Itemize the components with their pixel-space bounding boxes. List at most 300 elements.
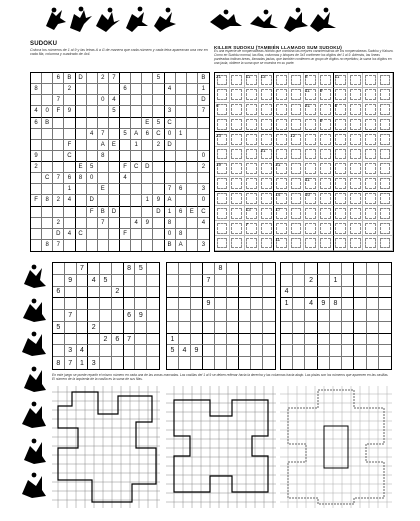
sudoku9-cell[interactable]: 6 — [112, 334, 124, 346]
sudoku9-cell[interactable] — [342, 298, 354, 310]
sudoku9-cell[interactable] — [305, 345, 317, 357]
sudoku16-cell[interactable] — [76, 195, 87, 206]
sudoku9-cell[interactable] — [53, 298, 65, 310]
sudoku9-cell[interactable] — [112, 322, 124, 334]
sudoku16-cell[interactable]: 2 — [198, 162, 209, 173]
sudoku9-cell[interactable]: 5 — [167, 345, 179, 357]
sudoku9-cell[interactable]: 6 — [53, 287, 65, 299]
sudoku16-cell[interactable] — [98, 173, 109, 184]
sudoku16-cell[interactable]: 3 — [198, 184, 209, 195]
sudoku16-cell[interactable]: 4 — [120, 173, 131, 184]
sudoku16-cell[interactable]: 2 — [31, 162, 42, 173]
sudoku9-cell[interactable] — [135, 275, 147, 287]
sudoku16-cell[interactable] — [53, 162, 64, 173]
sudoku9-cell[interactable] — [293, 263, 305, 275]
sudoku9-cell[interactable]: 5 — [53, 322, 65, 334]
killer-cell[interactable] — [334, 103, 349, 118]
sudoku9-cell[interactable] — [112, 263, 124, 275]
sudoku9-cell[interactable] — [227, 275, 239, 287]
sudoku16-cell[interactable]: 1 — [198, 84, 209, 95]
sudoku9-cell[interactable]: 4 — [179, 345, 191, 357]
sudoku9-cell[interactable]: 9 — [203, 298, 215, 310]
sudoku9-cell[interactable] — [379, 298, 391, 310]
sudoku16-cell[interactable]: 2 — [53, 218, 64, 229]
sudoku9-cell[interactable] — [263, 287, 275, 299]
sudoku16-cell[interactable] — [142, 84, 153, 95]
killer-cell[interactable] — [319, 177, 334, 192]
sudoku9-cell[interactable] — [124, 357, 136, 369]
sudoku16-cell[interactable] — [76, 207, 87, 218]
sudoku9-cell[interactable] — [367, 334, 379, 346]
sudoku9-cell[interactable] — [135, 298, 147, 310]
sudoku9-cell[interactable] — [379, 357, 391, 369]
sudoku9-cell[interactable] — [342, 322, 354, 334]
killer-cell[interactable] — [334, 221, 349, 236]
sudoku16-cell[interactable] — [87, 118, 98, 129]
sudoku16-cell[interactable]: E — [187, 207, 198, 218]
sudoku16-cell[interactable] — [176, 151, 187, 162]
sudoku16-cell[interactable] — [153, 173, 164, 184]
sudoku9-cell[interactable] — [124, 287, 136, 299]
sudoku16-cell[interactable]: A — [176, 240, 187, 251]
sudoku16-cell[interactable] — [98, 162, 109, 173]
killer-cell[interactable] — [274, 88, 289, 103]
sudoku16-cell[interactable]: 9 — [142, 218, 153, 229]
sudoku9-cell[interactable] — [203, 345, 215, 357]
sudoku16-cell[interactable] — [120, 151, 131, 162]
killer-cell[interactable] — [274, 103, 289, 118]
killer-cell[interactable] — [363, 73, 378, 88]
killer-cell[interactable] — [274, 147, 289, 162]
sudoku16-cell[interactable] — [187, 173, 198, 184]
sudoku9-cell[interactable] — [379, 345, 391, 357]
sudoku9-cell[interactable]: 2 — [88, 322, 100, 334]
sudoku9-cell[interactable] — [227, 287, 239, 299]
killer-cell[interactable] — [378, 147, 393, 162]
sudoku16-cell[interactable] — [187, 151, 198, 162]
sudoku9-cell[interactable] — [281, 322, 293, 334]
sudoku16-cell[interactable] — [198, 129, 209, 140]
sudoku16-cell[interactable] — [76, 84, 87, 95]
sudoku16-cell[interactable]: 0 — [98, 95, 109, 106]
sudoku9-cell[interactable] — [77, 287, 89, 299]
sudoku9-cell[interactable] — [147, 287, 159, 299]
sudoku16-cell[interactable] — [109, 84, 120, 95]
killer-cell[interactable] — [259, 88, 274, 103]
killer-cell[interactable] — [319, 236, 334, 251]
sudoku16-cell[interactable]: 5 — [87, 162, 98, 173]
sudoku9-cell[interactable] — [251, 334, 263, 346]
sudoku16-cell[interactable] — [120, 73, 131, 84]
sudoku9-cell[interactable] — [305, 287, 317, 299]
sudoku16-cell[interactable]: 1 — [131, 140, 142, 151]
sudoku9-cell[interactable] — [367, 287, 379, 299]
killer-cell[interactable] — [363, 117, 378, 132]
sudoku16-cell[interactable] — [120, 240, 131, 251]
sudoku16-cell[interactable] — [31, 229, 42, 240]
sudoku16-cell[interactable]: 6 — [64, 173, 75, 184]
killer-cell[interactable] — [230, 221, 245, 236]
sudoku9-cell[interactable]: 3 — [65, 345, 77, 357]
sudoku9-cell[interactable] — [65, 298, 77, 310]
sudoku9-cell[interactable] — [251, 263, 263, 275]
sudoku9-cell[interactable] — [318, 310, 330, 322]
sudoku16-cell[interactable]: E — [76, 162, 87, 173]
sudoku9-cell[interactable] — [191, 322, 203, 334]
sudoku16-cell[interactable]: 7 — [165, 184, 176, 195]
sudoku16-cell[interactable]: 2 — [98, 73, 109, 84]
sudoku16-cell[interactable]: 8 — [42, 195, 53, 206]
sudoku9-cell[interactable] — [305, 357, 317, 369]
sudoku16-cell[interactable]: 0 — [165, 129, 176, 140]
sudoku16-cell[interactable]: 5 — [153, 73, 164, 84]
sudoku9-cell[interactable] — [342, 275, 354, 287]
sudoku9-cell[interactable] — [263, 310, 275, 322]
sudoku9-cell[interactable] — [379, 287, 391, 299]
killer-cell[interactable] — [215, 177, 230, 192]
sudoku9-cell[interactable] — [239, 345, 251, 357]
sudoku9-cell[interactable] — [251, 310, 263, 322]
killer-cell[interactable] — [215, 236, 230, 251]
sudoku16-cell[interactable] — [31, 173, 42, 184]
killer-cell[interactable] — [334, 162, 349, 177]
sudoku16-cell[interactable]: C — [153, 129, 164, 140]
sudoku9-cell[interactable] — [263, 322, 275, 334]
sudoku16-cell[interactable]: F — [87, 207, 98, 218]
killer-cell[interactable] — [363, 132, 378, 147]
sudoku16-cell[interactable] — [120, 118, 131, 129]
sudoku16-cell[interactable]: C — [42, 173, 53, 184]
sudoku9-cell[interactable] — [330, 310, 342, 322]
sudoku16-cell[interactable] — [76, 95, 87, 106]
sudoku16-cell[interactable] — [153, 240, 164, 251]
sudoku16-cell[interactable] — [87, 218, 98, 229]
sudoku9-cell[interactable] — [135, 322, 147, 334]
killer-cell[interactable] — [289, 236, 304, 251]
sudoku16-cell[interactable] — [176, 106, 187, 117]
sudoku16-cell[interactable] — [187, 129, 198, 140]
sudoku16-cell[interactable] — [53, 184, 64, 195]
sudoku9-cell[interactable] — [263, 275, 275, 287]
sudoku9-cell[interactable] — [215, 334, 227, 346]
killer-cell[interactable] — [334, 73, 349, 88]
killer-cell[interactable] — [215, 221, 230, 236]
sudoku16-cell[interactable]: 3 — [165, 106, 176, 117]
sudoku9-cell[interactable] — [167, 287, 179, 299]
sudoku9-cell[interactable] — [147, 310, 159, 322]
sudoku9-cell[interactable] — [239, 287, 251, 299]
sudoku9-cell[interactable] — [281, 263, 293, 275]
sudoku16-cell[interactable] — [165, 173, 176, 184]
sudoku9-cell[interactable] — [354, 357, 366, 369]
sudoku9-cell[interactable] — [88, 263, 100, 275]
sudoku16-cell[interactable]: 7 — [53, 173, 64, 184]
sudoku16-cell[interactable] — [53, 151, 64, 162]
sudoku9-cell[interactable] — [77, 298, 89, 310]
killer-cell[interactable] — [289, 177, 304, 192]
sudoku9-cell[interactable] — [342, 310, 354, 322]
sudoku9-cell[interactable] — [318, 345, 330, 357]
killer-cell[interactable] — [363, 192, 378, 207]
sudoku9-cell[interactable] — [203, 357, 215, 369]
killer-cell[interactable] — [334, 177, 349, 192]
sudoku16-cell[interactable]: A — [131, 129, 142, 140]
sudoku9-cell[interactable] — [330, 287, 342, 299]
sudoku9-cell[interactable]: 8 — [53, 357, 65, 369]
sudoku9-cell[interactable] — [305, 263, 317, 275]
killer-cell[interactable] — [230, 206, 245, 221]
sudoku16-cell[interactable] — [165, 95, 176, 106]
sudoku16-cell[interactable]: D — [153, 207, 164, 218]
sudoku16-cell[interactable] — [64, 118, 75, 129]
sudoku16-cell[interactable] — [98, 118, 109, 129]
sudoku9-cell[interactable]: 7 — [124, 334, 136, 346]
killer-cell[interactable] — [289, 162, 304, 177]
sudoku16-cell[interactable]: 6 — [176, 184, 187, 195]
killer-cell[interactable] — [230, 147, 245, 162]
sudoku9-cell[interactable] — [354, 298, 366, 310]
sudoku16-cell[interactable]: 0 — [42, 106, 53, 117]
sudoku16-cell[interactable] — [53, 118, 64, 129]
killer-cell[interactable] — [334, 206, 349, 221]
sudoku16-cell[interactable] — [198, 118, 209, 129]
sudoku9-cell[interactable] — [318, 334, 330, 346]
sudoku9-cell[interactable] — [100, 310, 112, 322]
killer-cell[interactable] — [245, 88, 260, 103]
killer-cell[interactable] — [304, 117, 319, 132]
sudoku16-cell[interactable] — [131, 195, 142, 206]
killer-cell[interactable] — [378, 236, 393, 251]
killer-cell[interactable] — [289, 88, 304, 103]
sudoku16-cell[interactable] — [87, 84, 98, 95]
sudoku9-cell[interactable] — [354, 287, 366, 299]
killer-cell[interactable] — [274, 132, 289, 147]
sudoku16-cell[interactable] — [31, 218, 42, 229]
sudoku9-cell[interactable] — [124, 345, 136, 357]
sudoku16-cell[interactable] — [87, 184, 98, 195]
sudoku9-cell[interactable] — [203, 287, 215, 299]
sudoku16-cell[interactable] — [109, 118, 120, 129]
sudoku9-cell[interactable]: 7 — [65, 357, 77, 369]
sudoku16-cell[interactable] — [142, 184, 153, 195]
sudoku16-cell[interactable]: 0 — [198, 195, 209, 206]
killer-cell[interactable] — [259, 221, 274, 236]
sudoku9-cell[interactable] — [293, 310, 305, 322]
sudoku16-cell[interactable]: 0 — [87, 173, 98, 184]
sudoku16-cell[interactable]: 4 — [64, 229, 75, 240]
sudoku9-cell[interactable] — [227, 263, 239, 275]
sudoku9-cell[interactable] — [251, 322, 263, 334]
sudoku9-cell[interactable] — [318, 287, 330, 299]
sudoku9-cell[interactable]: 7 — [77, 263, 89, 275]
sudoku9-cell[interactable] — [191, 287, 203, 299]
sudoku9-cell[interactable] — [167, 275, 179, 287]
killer-cell[interactable] — [274, 162, 289, 177]
killer-cell[interactable] — [245, 132, 260, 147]
sudoku16-cell[interactable] — [176, 118, 187, 129]
sudoku16-cell[interactable] — [187, 118, 198, 129]
sudoku16-cell[interactable] — [87, 106, 98, 117]
sudoku16-cell[interactable]: B — [64, 73, 75, 84]
sudoku9-cell[interactable] — [281, 334, 293, 346]
sudoku16-cell[interactable] — [87, 73, 98, 84]
killer-cell[interactable] — [304, 206, 319, 221]
sudoku16-cell[interactable] — [165, 151, 176, 162]
sudoku16-cell[interactable] — [31, 129, 42, 140]
killer-cell[interactable] — [274, 221, 289, 236]
sudoku16-cell[interactable] — [42, 140, 53, 151]
sudoku9-cell[interactable] — [124, 275, 136, 287]
sudoku9-cell[interactable] — [77, 322, 89, 334]
killer-cell[interactable] — [319, 221, 334, 236]
sudoku9-cell[interactable]: 3 — [88, 357, 100, 369]
sudoku9-cell[interactable]: 6 — [124, 310, 136, 322]
sudoku16-cell[interactable] — [109, 184, 120, 195]
sudoku16-cell[interactable]: D — [142, 162, 153, 173]
sudoku16-cell[interactable] — [176, 218, 187, 229]
sudoku16-cell[interactable]: D — [87, 195, 98, 206]
sudoku9-cell[interactable] — [65, 322, 77, 334]
killer-cell[interactable] — [259, 73, 274, 88]
sudoku9-cell[interactable] — [263, 357, 275, 369]
killer-cell[interactable] — [348, 88, 363, 103]
sudoku9-cell[interactable] — [167, 322, 179, 334]
sudoku16-cell[interactable] — [142, 173, 153, 184]
killer-cell[interactable] — [289, 103, 304, 118]
killer-cell[interactable] — [304, 192, 319, 207]
killer-cell[interactable] — [334, 117, 349, 132]
killer-cell[interactable] — [230, 177, 245, 192]
sudoku16-cell[interactable] — [64, 162, 75, 173]
sudoku9-cell[interactable] — [354, 322, 366, 334]
killer-cell[interactable] — [274, 73, 289, 88]
sudoku9-cell[interactable]: 9 — [318, 298, 330, 310]
sudoku16-cell[interactable] — [64, 218, 75, 229]
sudoku16-cell[interactable] — [87, 140, 98, 151]
sudoku16-cell[interactable]: 4 — [31, 106, 42, 117]
sudoku9-cell[interactable] — [263, 345, 275, 357]
sudoku16-cell[interactable]: 5 — [153, 118, 164, 129]
killer-cell[interactable] — [304, 236, 319, 251]
sudoku16-cell[interactable] — [76, 129, 87, 140]
sudoku16-cell[interactable]: F — [31, 195, 42, 206]
sudoku9-cell[interactable] — [251, 298, 263, 310]
killer-cell[interactable] — [230, 236, 245, 251]
sudoku9-cell[interactable] — [191, 310, 203, 322]
sudoku9-cell[interactable] — [77, 310, 89, 322]
killer-cell[interactable] — [230, 117, 245, 132]
sudoku16-cell[interactable] — [131, 207, 142, 218]
sudoku9-cell[interactable] — [179, 287, 191, 299]
sudoku9-cell[interactable] — [215, 357, 227, 369]
sudoku16-cell[interactable]: F — [64, 140, 75, 151]
sudoku9-cell[interactable] — [293, 322, 305, 334]
sudoku9-cell[interactable]: 2 — [112, 287, 124, 299]
sudoku16-cell[interactable] — [120, 106, 131, 117]
killer-cell[interactable] — [378, 221, 393, 236]
sudoku16-cell[interactable] — [109, 218, 120, 229]
sudoku16-cell[interactable]: A — [165, 195, 176, 206]
killer-cell[interactable] — [245, 103, 260, 118]
killer-cell[interactable] — [289, 147, 304, 162]
sudoku16-cell[interactable] — [87, 151, 98, 162]
sudoku9-cell[interactable] — [239, 263, 251, 275]
sudoku9-cell[interactable] — [191, 275, 203, 287]
killer-cell[interactable] — [378, 206, 393, 221]
sudoku9-cell[interactable] — [281, 345, 293, 357]
sudoku9-cell[interactable] — [191, 263, 203, 275]
sudoku9-cell[interactable] — [342, 334, 354, 346]
sudoku16-cell[interactable]: 7 — [53, 240, 64, 251]
sudoku16-cell[interactable] — [187, 162, 198, 173]
killer-cell[interactable] — [274, 236, 289, 251]
sudoku9-cell[interactable] — [77, 334, 89, 346]
sudoku16-cell[interactable] — [53, 140, 64, 151]
sudoku16-cell[interactable] — [153, 151, 164, 162]
sudoku9-cell[interactable] — [88, 334, 100, 346]
sudoku9-cell[interactable] — [179, 263, 191, 275]
sudoku9-cell[interactable] — [112, 310, 124, 322]
sudoku9-cell[interactable] — [354, 310, 366, 322]
sudoku16-cell[interactable]: C — [131, 162, 142, 173]
sudoku16-cell[interactable] — [87, 240, 98, 251]
sudoku16-cell[interactable] — [109, 229, 120, 240]
sudoku16-cell[interactable] — [187, 195, 198, 206]
sudoku16-cell[interactable] — [87, 229, 98, 240]
sudoku9-cell[interactable] — [135, 287, 147, 299]
sudoku16-cell[interactable] — [64, 240, 75, 251]
sudoku16-cell[interactable] — [120, 95, 131, 106]
sudoku16-cell[interactable] — [131, 84, 142, 95]
sudoku9-cell[interactable]: 7 — [203, 275, 215, 287]
sudoku9-cell[interactable] — [318, 322, 330, 334]
killer-cell[interactable] — [363, 103, 378, 118]
sudoku9-cell[interactable]: 1 — [167, 334, 179, 346]
sudoku16-cell[interactable] — [142, 207, 153, 218]
sudoku16-cell[interactable]: 9 — [153, 195, 164, 206]
sudoku16-cell[interactable]: E — [109, 140, 120, 151]
killer-cell[interactable] — [274, 206, 289, 221]
sudoku9-cell[interactable] — [239, 298, 251, 310]
sudoku9-cell[interactable] — [147, 275, 159, 287]
sudoku16-cell[interactable]: D — [109, 207, 120, 218]
sudoku16-cell[interactable]: E — [142, 118, 153, 129]
sudoku9-cell[interactable] — [179, 275, 191, 287]
sudoku9-cell[interactable] — [379, 310, 391, 322]
sudoku9-cell[interactable] — [293, 298, 305, 310]
killer-cell[interactable] — [378, 117, 393, 132]
sudoku9-cell[interactable] — [379, 322, 391, 334]
sudoku16-cell[interactable] — [42, 129, 53, 140]
sudoku16-cell[interactable] — [142, 229, 153, 240]
sudoku9-cell[interactable] — [367, 345, 379, 357]
sudoku9-cell[interactable] — [342, 357, 354, 369]
sudoku16-cell[interactable] — [176, 140, 187, 151]
sudoku9-cell[interactable] — [354, 263, 366, 275]
sudoku9-cell[interactable] — [342, 287, 354, 299]
sudoku9-cell[interactable]: 1 — [330, 275, 342, 287]
sudoku16-cell[interactable] — [198, 140, 209, 151]
sudoku16-cell[interactable] — [31, 140, 42, 151]
sudoku16-cell[interactable] — [153, 184, 164, 195]
sudoku16-cell[interactable] — [42, 162, 53, 173]
sudoku16-cell[interactable]: 0 — [165, 229, 176, 240]
killer-cell[interactable] — [348, 192, 363, 207]
killer-cell[interactable] — [289, 132, 304, 147]
killer-cell[interactable] — [245, 177, 260, 192]
sudoku9-cell[interactable]: 9 — [135, 310, 147, 322]
sudoku9-cell[interactable]: 9 — [65, 275, 77, 287]
